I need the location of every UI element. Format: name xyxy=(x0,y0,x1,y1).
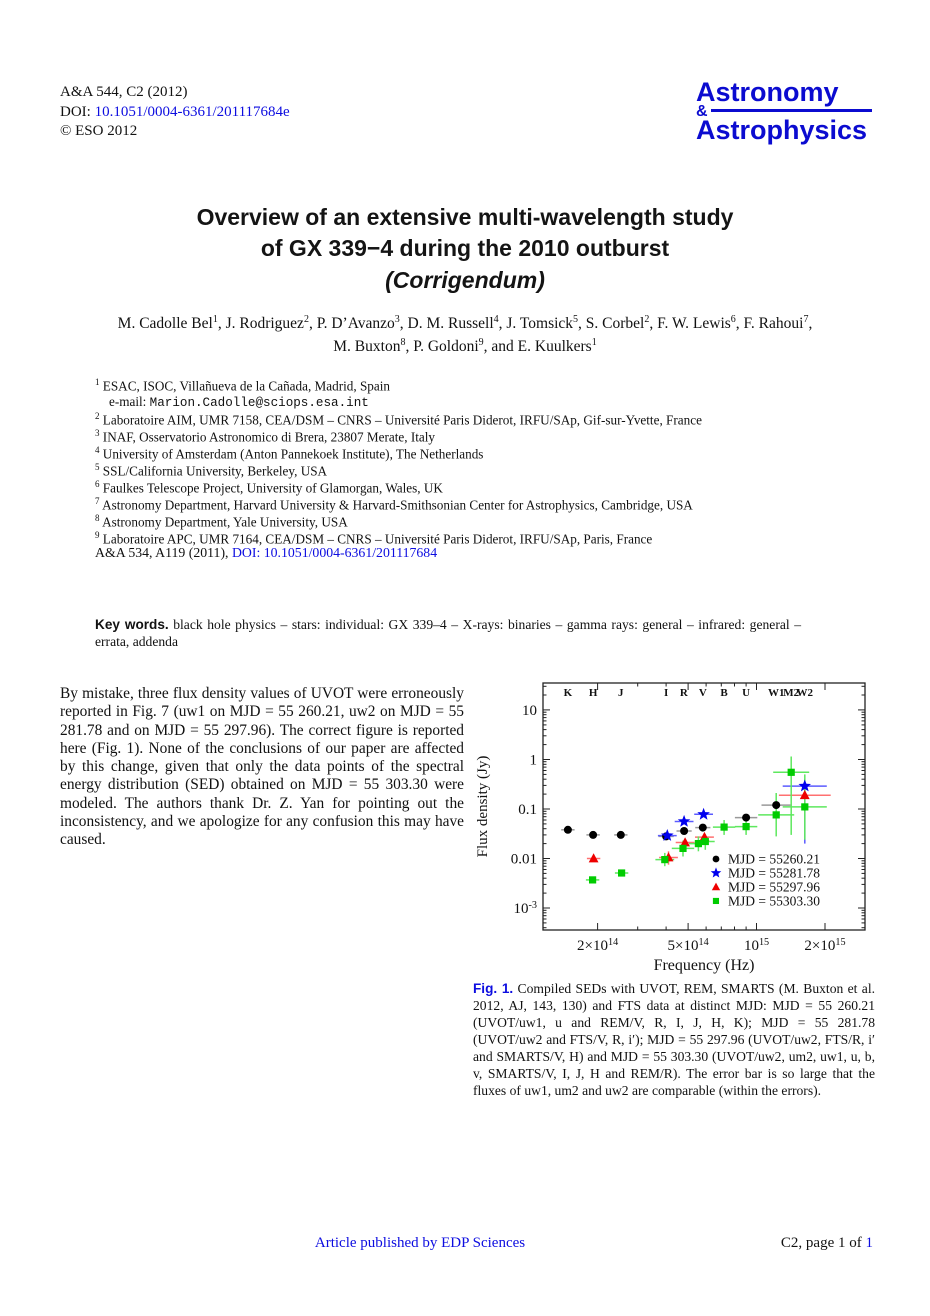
journal-logo xyxy=(696,77,872,145)
svg-text:5×1014: $5\times 10^{14}$ xyxy=(667,937,709,954)
figure-caption-label: Fig. 1. xyxy=(473,981,514,996)
doi-link[interactable]: 10.1051/0004-6361/201117684e xyxy=(94,103,290,120)
svg-text:MJD = 55260.21: MJD = 55260.21 xyxy=(728,851,820,867)
svg-text:Frequency (Hz): Frequency (Hz) xyxy=(653,957,755,974)
author: M. Cadolle Bel xyxy=(117,315,213,333)
svg-text:2×1014: $2\times 10^{14}$ xyxy=(577,937,619,954)
sed-scatter-plot xyxy=(473,672,893,974)
svg-text:J: J xyxy=(618,687,624,699)
affiliation-item: $^3$ INAF, Osservatorio Astronomico di Brera, 23807 Merate, Italy xyxy=(95,427,436,445)
author: M. Buxton xyxy=(333,337,401,355)
author: F. Rahoui xyxy=(743,315,804,333)
ref-doi-link[interactable]: DOI: 10.1051/0004-6361/201117684 xyxy=(231,545,438,560)
original-article-reference xyxy=(95,545,437,561)
svg-text:0.1: 0.1 xyxy=(518,801,537,818)
svg-text:I: I xyxy=(663,687,669,699)
author-list: M. Cadolle Bel$^1$, J. Rodriguez$^2$, P. D’Avanzo$^3$, D. M. Russell$^4$, J. Tomsick$^5$, S. Corbel$^2$, F. W. Lewis$^6$, F. Rahoui$^7$, M. Buxton$^8$, P. Goldoni$^9$, and E. Kuulkers$^1$ xyxy=(117,314,813,355)
edp-sciences-link[interactable]: Article published by EDP Sciences xyxy=(314,1235,526,1251)
svg-text:K: K xyxy=(563,687,573,699)
svg-text:MJD = 55303.30: MJD = 55303.30 xyxy=(728,893,820,909)
publisher-line xyxy=(60,1235,780,1252)
affiliation-item: $^8$ Astronomy Department, Yale University, USA xyxy=(95,512,348,530)
affiliation-item: $^2$ Laboratoire AIM, UMR 7158, CEA/DSM – CNRS – Université Paris Diderot, IRFU/SAp, Gif-sur-Yvette, France xyxy=(95,410,702,428)
page-number-prefix: C2, page 1 of xyxy=(780,1235,866,1251)
author: S. Corbel xyxy=(585,315,645,333)
svg-text:10-3: $10^{-3}$ xyxy=(513,900,537,918)
author: and E. Kuulkers xyxy=(491,337,592,355)
title-line2: of GX 339−4 during the 2010 outburst xyxy=(260,235,670,262)
doi-label: DOI: xyxy=(60,103,95,120)
affiliation-item: $^6$ Faulkes Telescope Project, University of Glamorgan, Wales, UK xyxy=(95,478,443,496)
affiliation-item: $^4$ University of Amsterdam (Anton Pannekoek Institute), The Netherlands xyxy=(95,444,484,462)
title-corrigendum: (Corrigendum) xyxy=(385,266,545,293)
page-number-link[interactable]: 1 xyxy=(865,1235,873,1251)
svg-text:MJD = 55281.78: MJD = 55281.78 xyxy=(728,865,820,881)
affiliation-item: $^9$ Laboratoire APC, UMR 7164, CEA/DSM – CNRS – Université Paris Diderot, IRFU/SAp, Paris, France xyxy=(95,529,653,546)
keywords-block xyxy=(95,617,801,650)
svg-text:MJD = 55297.96: MJD = 55297.96 xyxy=(728,879,820,895)
doi-line xyxy=(60,103,290,123)
svg-text:10: 10 xyxy=(522,702,537,719)
svg-text:1015: $10^{15}$ xyxy=(743,937,770,954)
affiliation-item: $^1$ ESAC, ISOC, Villañueva de la Cañada, Madrid, Spain xyxy=(95,377,391,394)
svg-text:H: H xyxy=(588,687,598,699)
figure-1-caption xyxy=(473,981,875,1100)
page-number xyxy=(781,1235,873,1252)
author: P. D’Avanzo xyxy=(316,315,395,333)
svg-text:2×1015: $2\times 10^{15}$ xyxy=(804,937,846,954)
svg-text:R: R xyxy=(679,687,688,699)
affiliation-item: $^7$ Astronomy Department, Harvard University & Harvard-Smithsonian Center for Astrophysics, Cambridge, USA xyxy=(95,495,693,513)
keywords-text: black hole physics – stars: individual: GX 339–4 – X-rays: binaries – gamma rays: general – infrared: general – errata, addenda xyxy=(95,617,801,649)
author: J. Rodriguez xyxy=(225,315,304,333)
svg-text:M2: M2 xyxy=(783,687,800,699)
svg-text:0.01: 0.01 xyxy=(510,851,537,868)
journal-issue-line: A&A 544, C2 (2012) xyxy=(60,84,188,100)
svg-text:V: V xyxy=(698,687,707,699)
copyright-line: © ESO 2012 xyxy=(60,123,138,139)
svg-text:B: B xyxy=(720,687,728,699)
svg-text:W1: W1 xyxy=(767,687,785,699)
svg-text:W2: W2 xyxy=(796,687,814,699)
author: D. M. Russell xyxy=(407,315,494,333)
svg-text:U: U xyxy=(742,687,751,699)
page-title xyxy=(0,202,930,296)
svg-text:Flux density (Jy): Flux density (Jy) xyxy=(475,755,491,858)
header-block xyxy=(60,83,290,142)
figure-1 xyxy=(473,672,893,979)
svg-text:1: 1 xyxy=(529,752,537,769)
affiliation-list xyxy=(95,377,815,547)
author: F. W. Lewis xyxy=(657,315,731,333)
figure-caption-text: Compiled SEDs with UVOT, REM, SMARTS (M. Buxton et al. 2012, AJ, 143, 130) and FTS data at distinct MJD: MJD = 55 260.21 (UVOT/uw1, u and REM/V, R, I, J, H, K); MJD = 55 281.78 (UVOT/uw2 and FTS/V, R, i′); MJD = 55 297.96 (UVOT/uw2, FTS/R, i′ and SMARTS/V, H) and MJD = 55 303.30 (UVOT/uw2, um2, uw1, u, b, v, SMARTS/V, I, J, H and REM/R). The error bar is so large that the fluxes of uw1, um2 and uw2 are comparable (within the errors). xyxy=(473,981,875,1098)
logo-rule xyxy=(711,109,872,112)
title-line1: Overview of an extensive multi-wavelength study xyxy=(196,204,734,230)
logo-line2: Astrophysics xyxy=(696,114,868,145)
author: P. Goldoni xyxy=(413,337,479,355)
body-paragraph: By mistake, three flux density values of UVOT were erroneously reported in Fig. 7 (uw1 on MJD = 55 260.21, uw2 on MJD = 55 281.78 and on MJD = 55 297.96). The correct figure is reported here (Fig. 1). None of the conclusions of our paper are affected by this change, given that only the data points of the spectral energy distribution (SED) obtained on MJD = 55 303.30 were modeled. The authors thank Dr. Z. Yan for pointing out the inconsistency, and we apologize for any confusion this may have caused. xyxy=(60,685,464,848)
author: J. Tomsick xyxy=(506,315,574,333)
affiliation-item: $^5$ SSL/California University, Berkeley, USA xyxy=(95,461,328,479)
logo-line1: Astronomy xyxy=(696,77,839,107)
keywords-label: Key words. xyxy=(95,617,169,632)
ref-text: A&A 534, A119 (2011), xyxy=(95,545,232,560)
logo-ampersand: & xyxy=(696,102,708,120)
affiliation-email: e-mail: Marion.Cadolle@sciops.esa.int xyxy=(109,393,369,410)
